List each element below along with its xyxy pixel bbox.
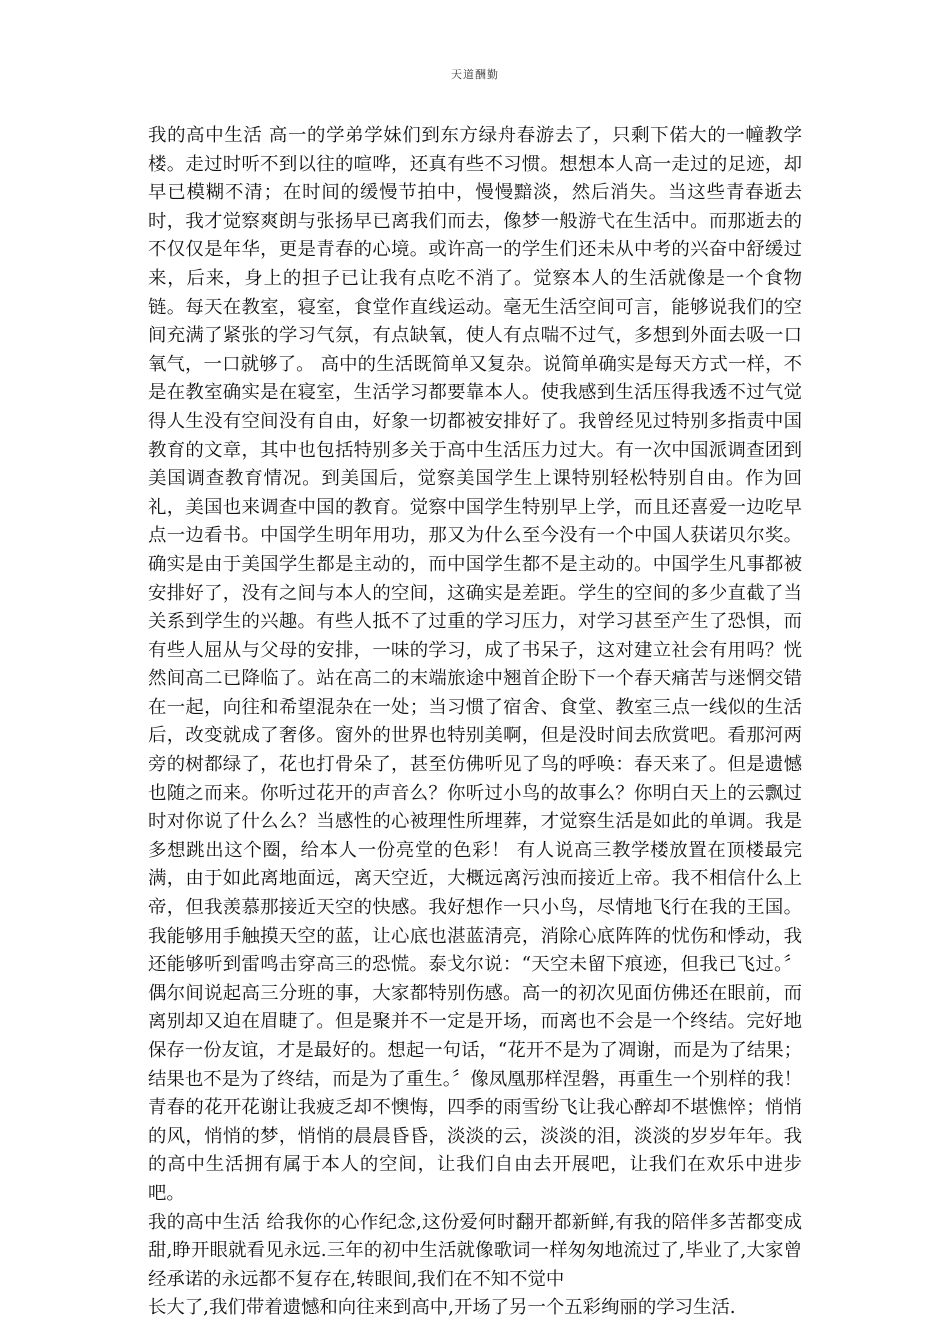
paragraph-1: 我的高中生活 高一的学弟学妹们到东方绿舟春游去了，只剩下偌大的一幢教学楼。走过时听不到以往的喧哗，还真有些不习惯。想想本人高一走过的足迹，却早已模糊不清；在时间的缓慢节拍中，慢慢黯淡，然后消失。当这些青春逝去时，我才觉察爽朗与张扬早已离我们而去，像梦一般游弋在生活中。而那逝去的不仅仅是年华，更是青春的心境。或许高一的学生们还未从中考的兴奋中舒缓过来，后来，身上的担子已让我有点吃不消了。觉察本人的生活就像是一个食物链。每天在教室，寝室，食堂作直线运动。毫无生活空间可言，能够说我们的空间充满了紧张的学习气氛，有点缺氧，使人有点喘不过气，多想到外面去吸一口氧气，一口就够了。 高中的生活既简单又复杂。说简单确实是每天方式一样，不是在教室确实是在寝室，生活学习都要靠本人。使我感到生活压得我透不过气觉得人生没有空间没有自由，好象一切都被安排好了。我曾经见过特别多指责中国教育的文章，其中也包括特别多关于高中生活压力过大。有一次中国派调查团到美国调查教育情况。到美国后，觉察美国学生上课特别轻松特别自由。作为回礼，美国也来调查中国的教育。觉察中国学生特别早上学，而且还喜爱一边吃早点一边看书。中国学生明年用功，那又为什么至今没有一个中国人获诺贝尔奖。确实是由于美国学生都是主动的，而中国学生都不是主动的。中国学生凡事都被安排好了，没有之间与本人的空间，这确实是差距。学生的空间的多少直截了当关系到学生的兴趣。有些人抵不了过重的学习压力，对学习甚至产生了恐惧，而有些人屈从与父母的安排，一味的学习，成了书呆子，这对建立社会有用吗？恍然间高二已降临了。站在高二的末端旅途中翘首企盼下一个春天痛苦与迷惘交错在一起，向往和希望混杂在一处；当习惯了宿舍、食堂、教室三点一线似的生活后，改变就成了奢侈。窗外的世界也特别美啊，但是没时间去欣赏吧。看那河两旁的树都绿了，花也打骨朵了，甚至仿佛听见了鸟的呼唤：春天来了。但是遗憾也随之而来。你听过花开的声音么？你听过小鸟的故事么？你明白天上的云飘过时对你说了什么么？当感性的心被理性所埋葬，才觉察生活是如此的单调。我是多想跳出这个圈，给本人一份亮堂的色彩！ 有人说高三教学楼放置在顶楼最完满，由于如此离地面远，离天空近，大概远离污浊而接近上帝。我不相信什么上帝，但我羡慕那接近天空的快感。我好想作一只小鸟，尽情地飞行在我的王国。我能够用手触摸天空的蓝，让心底也湛蓝清亮，消除心底阵阵的忧伤和悸动，我还能够听到雷鸣击穿高三的恐慌。泰戈尔说：“天空未留下痕迹，但我已飞过。〞偶尔间说起高三分班的事，大家都特别伤感。高一的初次见面仿佛还在眼前，而离别却又迫在眉睫了。但是聚并不一定是开场，而离也不会是一个终结。完好地保存一份友谊，才是最好的。想起一句话，“花开不是为了凋谢，而是为了结果；结果也不是为了终结，而是为了重生。〞像凤凰那样涅磐，再重生一个别样的我！ 青春的花开花谢让我疲乏却不懊悔，四季的雨雪纷飞让我心醉却不堪憔悴；悄悄的风，悄悄的梦，悄悄的晨晨昏昏，淡淡的云，淡淡的泪，淡淡的岁岁年年。我的高中生活拥有属于本人的空间，让我们自由去开展吧，让我们在欢乐中进步吧。 [148, 125, 802, 1204]
paragraph-3: 长大了,我们带着遗憾和向往来到高中,开场了另一个五彩绚丽的学习生活. [148, 1297, 736, 1319]
page-header: 天道酬勤 [451, 68, 499, 81]
document-body [148, 122, 802, 1323]
paragraph-2: 我的高中生活 给我你的心作纪念,这份爱何时翻开都新鲜,有我的陪伴多苦都变成甜,睁开眼就看见永远.三年的初中生活就像歌词一样匆匆地流过了,毕业了,大家曾经承诺的永远都不复存在,转眼间,我们在不知不觉中 [148, 1211, 802, 1290]
